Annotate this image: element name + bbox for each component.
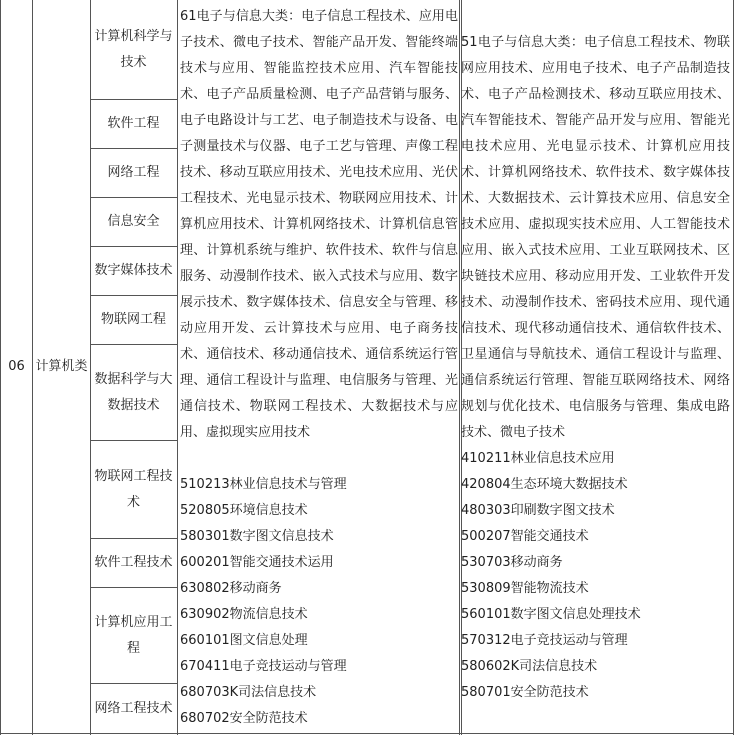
col2-list [461,446,641,706]
list-item: 570312电子竞技运动与管理 [461,633,628,648]
list-item: 530703移动商务 [461,555,563,570]
major-name: 数字媒体技术 [94,263,173,278]
major-name: 软件工程 [107,116,160,131]
major-cell [90,247,177,295]
border-col-major [177,0,178,735]
major-name: 物联网工程技术 [94,468,173,510]
list-item: 420804生态环境大数据技术 [461,477,628,492]
list-item: 520805环境信息技术 [180,503,308,518]
list-item: 480303印刷数字图文技术 [461,503,615,518]
major-name: 计算机科学与技术 [94,28,173,70]
list-item: 580701安全防范技术 [461,685,589,700]
category-name-text: 计算机类 [35,358,88,374]
major-name: 数据科学与大数据技术 [94,371,173,413]
list-item: 530809智能物流技术 [461,581,589,596]
list-item: 630902物流信息技术 [180,607,308,622]
major-cell [90,198,177,246]
list-item: 630802移动商务 [180,581,282,596]
list-item: 410211林业信息技术应用 [461,451,615,466]
major-cell [90,588,177,683]
major-cell [90,100,177,148]
col1-paragraph: 61电子与信息大类：电子信息工程技术、应用电子技术、微电子技术、智能产品开发、智能终端技术与应用、智能监控技术应用、汽车智能技术、电子产品质量检测、电子产品营销与服务、电子电路设计与工艺、电子制造技术与设备、电子测量技术与仪器、电子工艺与管理、声像工程技术、移动互联应用技术、光电技术应用、光伏工程技术、光电显示技术、物联网应用技术、计算机应用技术、计算机网络技术、计算机信息管理、计算机系统与维护、软件技术、软件与信息服务、动漫制作技术、嵌入式技术与应用、数字展示技术、数字媒体技术、信息安全与管理、移动应用开发、云计算技术与应用、电子商务技术、通信技术、移动通信技术、通信系统运行管理、通信工程设计与监理、电信服务与管理、光通信技术、物联网工程技术、大数据技术与应用、虚拟现实应用技术 [180,9,458,440]
list-item: 510213林业信息技术与管理 [180,477,347,492]
major-name: 软件工程技术 [94,555,173,570]
major-name: 网络工程 [107,165,160,180]
list-item: 680703K司法信息技术 [180,685,317,700]
list-item: 680702安全防范技术 [180,711,308,726]
list-item: 670411电子竞技运动与管理 [180,659,347,674]
major-cell [90,296,177,344]
border-bottom [0,733,734,734]
major-name: 物联网工程 [100,312,166,327]
major-cell [90,539,177,587]
category-code [1,0,32,733]
list-item: 500207智能交通技术 [461,529,589,544]
list-item: 660101图文信息处理 [180,633,308,648]
col1-list [180,472,347,732]
major-name: 网络工程技术 [94,700,173,716]
major-cell [90,0,177,99]
border-col-list1 [459,0,460,735]
major-cell [90,684,177,733]
category-name [33,0,90,733]
list-item: 580301数字图文信息技术 [180,529,334,544]
list-item: 580602K司法信息技术 [461,659,598,674]
major-name: 计算机应用工程 [94,614,173,656]
major-cell [90,345,177,440]
list-item: 560101数字图文信息处理技术 [461,607,641,622]
category-code-text: 06 [8,358,25,374]
major-cell [90,149,177,197]
list-item: 600201智能交通技术运用 [180,555,334,570]
col2-paragraph: 51电子与信息大类：电子信息工程技术、物联网应用技术、应用电子技术、电子产品制造技术、电子产品检测技术、移动互联应用技术、汽车智能技术、智能产品开发与应用、智能光电技术应用、光电显示技术、计算机应用技术、计算机网络技术、软件技术、数字媒体技术、大数据技术、云计算技术应用、信息安全技术应用、虚拟现实技术应用、人工智能技术应用、嵌入式技术应用、工业互联网技术、区块链技术应用、移动应用开发、工业软件开发技术、动漫制作技术、密码技术应用、现代通信技术、现代移动通信技术、通信软件技术、卫星通信与导航技术、通信工程设计与监理、通信系统运行管理、智能互联网络技术、网络规划与优化技术、电信服务与管理、集成电路技术、微电子技术 [461,35,730,440]
major-cell [90,441,177,538]
major-name: 信息安全 [107,214,160,229]
